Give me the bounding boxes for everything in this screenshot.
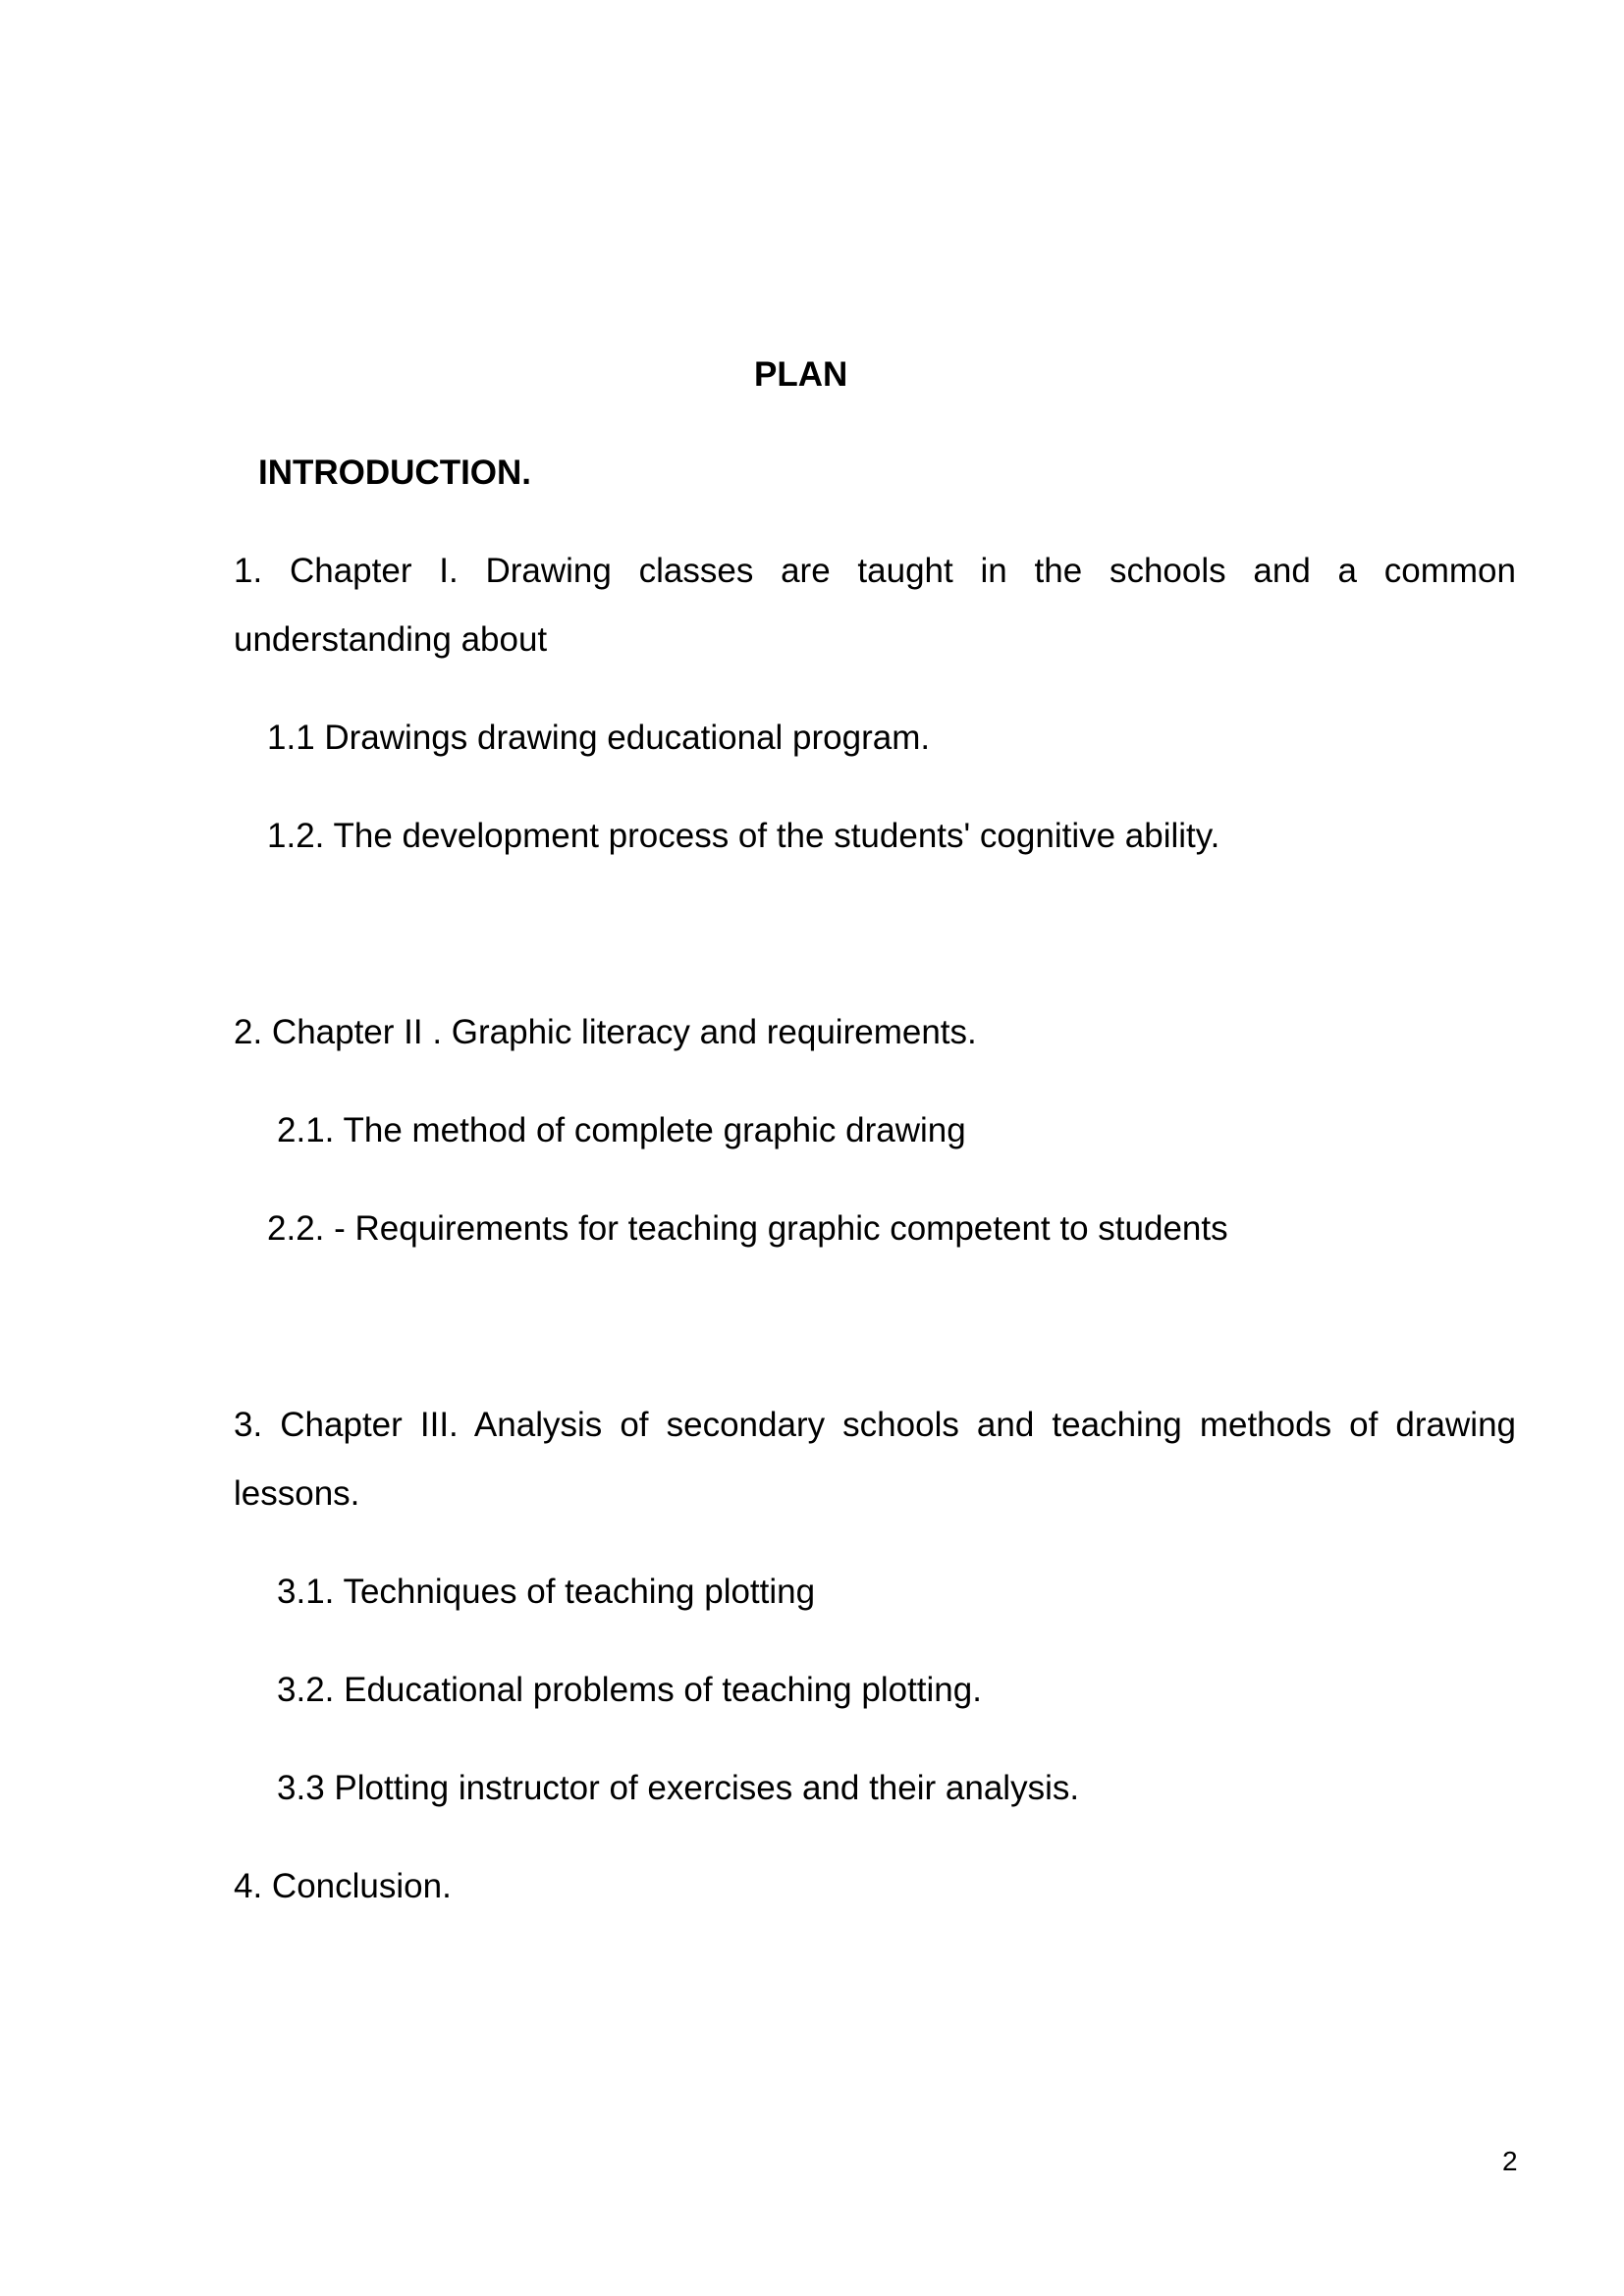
section-3-2: 3.2. Educational problems of teaching plotting. [277,1671,982,1709]
introduction-heading: INTRODUCTION. [258,454,532,492]
section-3-3: 3.3 Plotting instructor of exercises and their analysis. [277,1769,1080,1807]
section-2-2: 2.2. - Requirements for teaching graphic competent to students [267,1209,1228,1248]
section-1-2: 1.2. The development process of the students' cognitive ability. [267,817,1220,855]
chapter-1-heading-line-2: understanding about [234,620,548,659]
chapter-3-heading-line-1: 3. Chapter III. Analysis of secondary schools and teaching methods of drawing [234,1406,1516,1444]
chapter-2-heading: 2. Chapter II . Graphic literacy and requirements. [234,1013,977,1051]
chapter-1-heading-line-1: 1. Chapter I. Drawing classes are taught in the schools and a common [234,552,1516,590]
section-2-1: 2.1. The method of complete graphic drawing [277,1111,966,1149]
section-3-1: 3.1. Techniques of teaching plotting [277,1573,816,1611]
page-title: PLAN [754,355,848,394]
conclusion-heading: 4. Conclusion. [234,1867,452,1905]
page-number: 2 [1502,2146,1518,2176]
chapter-3-heading-line-2: lessons. [234,1474,360,1513]
section-1-1: 1.1 Drawings drawing educational program. [267,719,931,757]
